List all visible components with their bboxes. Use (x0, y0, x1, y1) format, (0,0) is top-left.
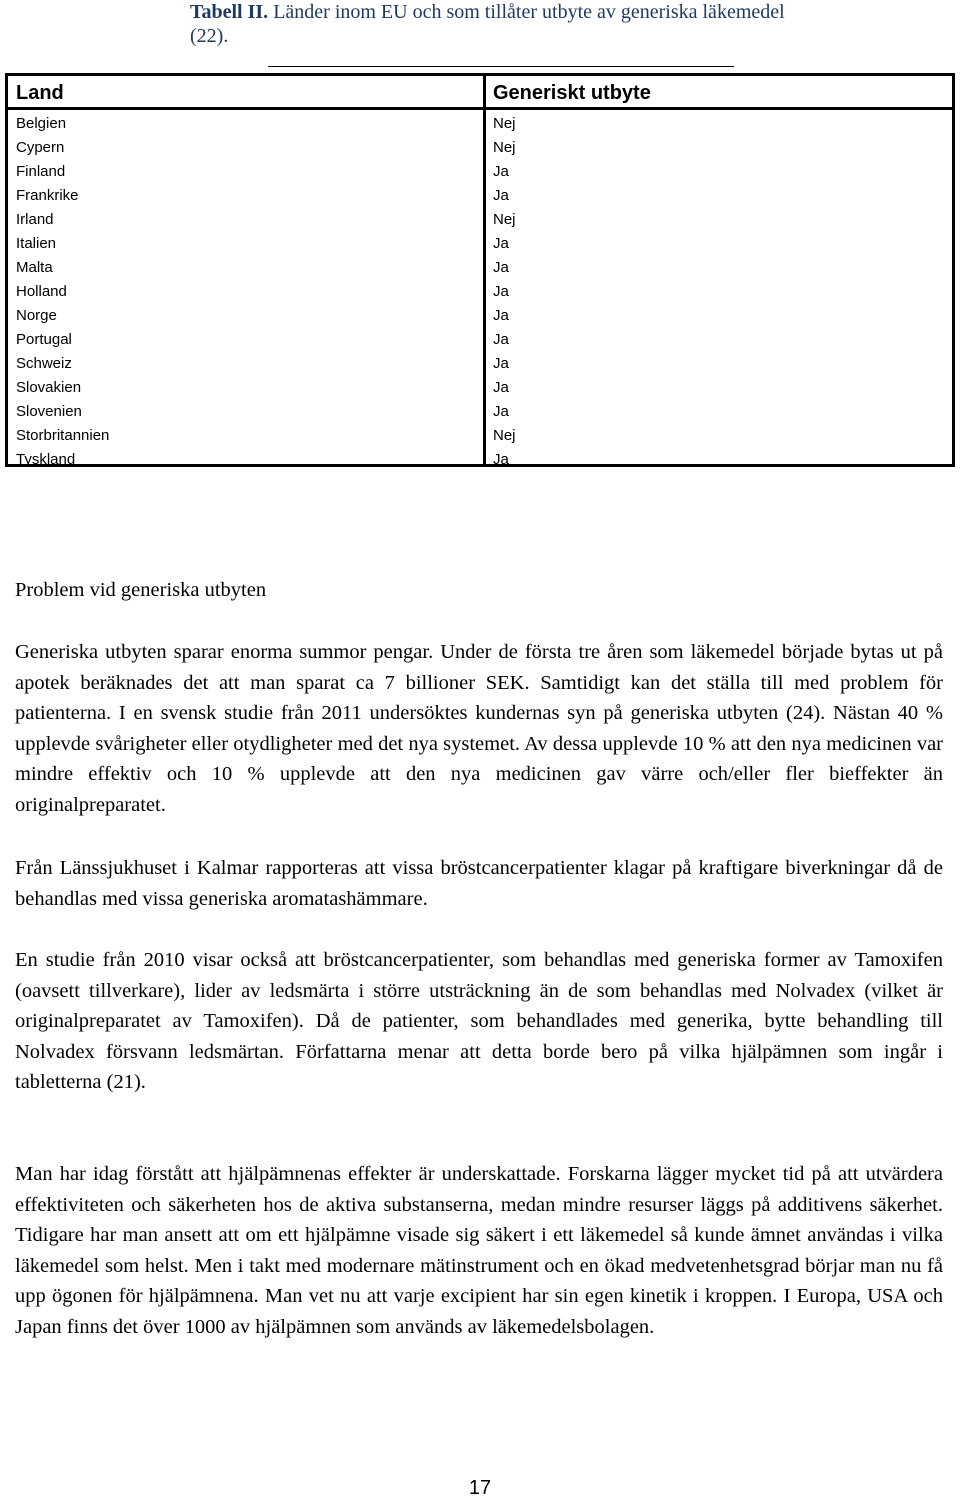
generic-substitution-cell: Ja (493, 259, 509, 276)
table-row (8, 448, 952, 472)
generic-substitution-cell: Ja (493, 187, 509, 204)
table-row (8, 208, 952, 232)
country-cell: Frankrike (16, 187, 79, 204)
section-heading: Problem vid generiska utbyten (15, 579, 267, 601)
paragraph-1: Generiska utbyten sparar enorma summor pengar. Under de första tre åren som läkemedel började bytas ut på apotek beräknades det att man sparat ca 7 billioner SEK. Samtidigt kan det ställa till med problem för patienterna. I en svensk studie från 2011 undersöktes kundernas syn på generiska utbyten (24). Nästan 40 % upplevde svårigheter eller otydligheter med det nya systemet. Av dessa upplevde 10 % att den nya medicinen var mindre effektiv och 10 % upplevde att den nya medicinen gav värre och/eller fler bieffekter än originalpreparatet. (15, 641, 943, 816)
table-row (8, 136, 952, 160)
generic-substitution-cell: Nej (493, 427, 516, 444)
country-cell: Tyskland (16, 451, 76, 468)
table-row (8, 184, 952, 208)
table-row (8, 280, 952, 304)
country-cell: Italien (16, 235, 57, 252)
paragraph-2: Från Länssjukhuset i Kalmar rapporteras att vissa bröstcancerpatienter klagar på kraftigare biverkningar då de behandlas med vissa generiska aromatashämmare. (15, 857, 943, 910)
table-row (8, 400, 952, 424)
paragraph-3: En studie från 2010 visar också att bröstcancerpatienter, som behandlas med generiska former av Tamoxifen (oavsett tillverkare), lider av ledsmärta i större utsträckning än de som behandlas med Nolvadex (vilket är originalpreparatet av Tamoxifen). Då de patienter, som behandlades med generika, bytte behandling till Nolvadex försvann ledsmärtan. Författarna menar att detta borde bero på vilka hjälpämnen som ingår i tabletterna (21). (15, 949, 943, 1093)
generic-substitution-cell: Nej (493, 139, 516, 156)
paragraph-4: Man har idag förstått att hjälpämnenas effekter är underskattade. Forskarna lägger mycket tid på att utvärdera effektiviteten och säkerheten hos de aktiva substanserna, medan mindre resurser läggs på additivens säkerhet. Tidigare har man ansett att om ett hjälpämne visade sig säkert i ett läkemedel så kunde ämnet användas i vilka läkemedel som helst. Men i takt med modernare mätinstrument och en ökad medvetenhetsgrad börjar man nu få upp ögonen för hjälpämnena. Man vet nu att varje excipient har sin egen kinetik i kroppen. I Europa, USA och Japan finns det över 1000 av hjälpämnen som används av läkemedelsbolagen. (15, 1163, 943, 1338)
table-caption-text: Länder inom EU och som tillåter utbyte av generiska läkemedel (22). (190, 1, 785, 47)
table-header (8, 76, 952, 110)
country-cell: Irland (16, 211, 54, 228)
table-caption (190, 0, 790, 48)
page-number: 17 (468, 1477, 492, 1499)
generic-substitution-cell: Nej (493, 211, 516, 228)
generic-substitution-cell: Nej (493, 115, 516, 132)
country-cell: Schweiz (16, 355, 72, 372)
generic-substitution-cell: Ja (493, 403, 509, 420)
country-cell: Norge (16, 307, 57, 324)
country-cell: Finland (16, 163, 66, 180)
generic-substitution-cell: Ja (493, 331, 509, 348)
country-cell: Portugal (16, 331, 72, 348)
table-row (8, 352, 952, 376)
table-row (8, 424, 952, 448)
country-cell: Slovenien (16, 403, 82, 420)
caption-divider (268, 66, 734, 67)
table-row (8, 160, 952, 184)
table-row (8, 256, 952, 280)
header-land: Land (16, 82, 64, 104)
table-row (8, 328, 952, 352)
header-generiskt-utbyte: Generiskt utbyte (493, 82, 651, 104)
generic-substitution-cell: Ja (493, 379, 509, 396)
table-row (8, 112, 952, 136)
generic-substitution-cell: Ja (493, 307, 509, 324)
table-body (8, 112, 952, 472)
country-cell: Malta (16, 259, 53, 276)
country-cell: Belgien (16, 115, 67, 132)
generic-substitution-cell: Ja (493, 283, 509, 300)
table-caption-label: Tabell II. (190, 1, 269, 23)
table-row (8, 376, 952, 400)
generic-substitution-cell: Ja (493, 163, 509, 180)
country-cell: Cypern (16, 139, 65, 156)
table-row (8, 232, 952, 256)
table-row (8, 304, 952, 328)
generic-substitution-cell: Ja (493, 235, 509, 252)
generic-substitution-cell: Ja (493, 355, 509, 372)
country-table (5, 73, 955, 467)
generic-substitution-cell: Ja (493, 451, 509, 468)
country-cell: Slovakien (16, 379, 82, 396)
country-cell: Holland (16, 283, 67, 300)
country-cell: Storbritannien (16, 427, 110, 444)
